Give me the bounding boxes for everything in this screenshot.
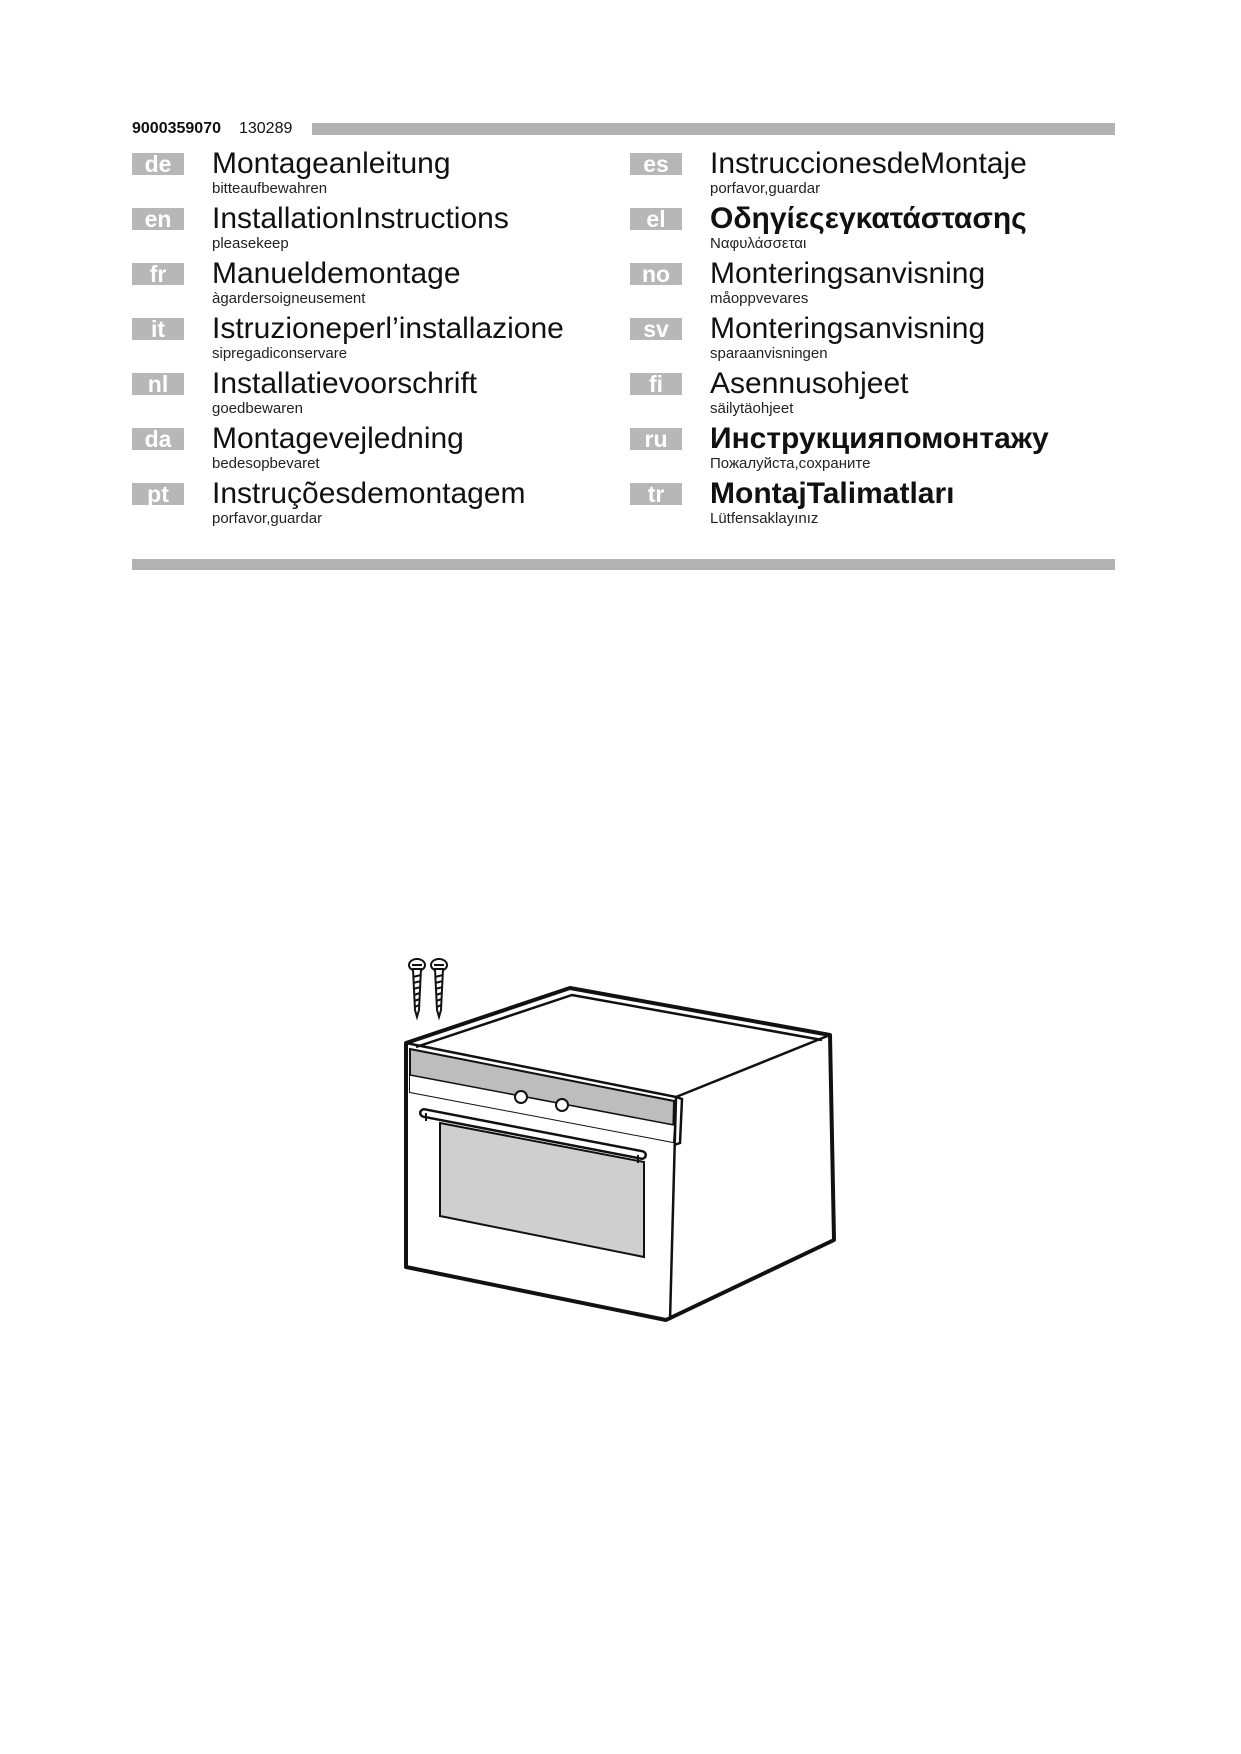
lang-entry-it [132, 312, 632, 367]
lang-title: Monteringsanvisning [710, 257, 986, 290]
lang-code-badge: it [132, 318, 184, 340]
lang-code-badge: ru [630, 428, 682, 450]
lang-entry-fi [630, 367, 1130, 422]
lang-title: Manueldemontage [212, 257, 461, 290]
lang-code-badge: nl [132, 373, 184, 395]
document-header [132, 117, 1115, 141]
lang-subtitle: Lütfensaklayınız [710, 510, 819, 527]
lang-code-badge: el [630, 208, 682, 230]
lang-code-badge: es [630, 153, 682, 175]
language-list-left [132, 147, 632, 532]
lang-entry-ru [630, 422, 1130, 477]
lang-subtitle: bitteaufbewahren [212, 180, 328, 197]
lang-code-badge: no [630, 263, 682, 285]
lang-entry-de [132, 147, 632, 202]
footer-divider-bar [132, 559, 1115, 570]
lang-subtitle: Пожалуйста,сохраните [710, 455, 871, 472]
lang-subtitle: måoppvevares [710, 290, 809, 307]
lang-code-badge: sv [630, 318, 682, 340]
lang-title: InstruccionesdeMontaje [710, 147, 1027, 180]
lang-title: Istruzioneperl’installazione [212, 312, 564, 345]
screw-icon [409, 959, 425, 1017]
lang-code-badge: tr [630, 483, 682, 505]
lang-entry-no [630, 257, 1130, 312]
lang-title: Инструкцияпомонтажу [710, 422, 1049, 455]
document-date: 130289 [238, 120, 293, 137]
lang-code-badge: pt [132, 483, 184, 505]
lang-entry-fr [132, 257, 632, 312]
lang-code-badge: en [132, 208, 184, 230]
lang-subtitle: sparaanvisningen [710, 345, 828, 362]
lang-title: Installatievoorschrift [212, 367, 478, 400]
lang-subtitle: bedesopbevaret [212, 455, 320, 472]
lang-entry-el [630, 202, 1130, 257]
lang-entry-da [132, 422, 632, 477]
lang-subtitle: Ναφυλάσσεται [710, 235, 807, 252]
header-divider-bar [312, 123, 1115, 135]
lang-subtitle: porfavor,guardar [710, 180, 821, 197]
lang-subtitle: pleasekeep [212, 235, 289, 252]
lang-code-badge: da [132, 428, 184, 450]
lang-title: MontajTalimatları [710, 477, 955, 510]
screw-icon [431, 959, 447, 1017]
lang-title: Montageanleitung [212, 147, 451, 180]
document-number: 9000359070 [132, 120, 221, 137]
lang-subtitle: àgardersoigneusement [212, 290, 366, 307]
lang-code-badge: de [132, 153, 184, 175]
lang-code-badge: fr [132, 263, 184, 285]
lang-title: Montagevejledning [212, 422, 464, 455]
lang-entry-es [630, 147, 1130, 202]
lang-title: InstallationInstructions [212, 202, 509, 235]
lang-title: Οδηγίεςεγκατάστασης [710, 202, 1027, 235]
language-list-right [630, 147, 1130, 532]
lang-subtitle: goedbewaren [212, 400, 303, 417]
lang-title: Asennusohjeet [710, 367, 909, 400]
lang-subtitle: porfavor,guardar [212, 510, 323, 527]
lang-entry-en [132, 202, 632, 257]
lang-title: Instruçõesdemontagem [212, 477, 526, 510]
lang-entry-nl [132, 367, 632, 422]
lang-title: Monteringsanvisning [710, 312, 986, 345]
lang-entry-pt [132, 477, 632, 532]
lang-entry-tr [630, 477, 1130, 532]
lang-subtitle: säilytäohjeet [710, 400, 794, 417]
lang-entry-sv [630, 312, 1130, 367]
lang-subtitle: sipregadiconservare [212, 345, 348, 362]
lang-code-badge: fi [630, 373, 682, 395]
built-in-oven-illustration [390, 955, 870, 1345]
